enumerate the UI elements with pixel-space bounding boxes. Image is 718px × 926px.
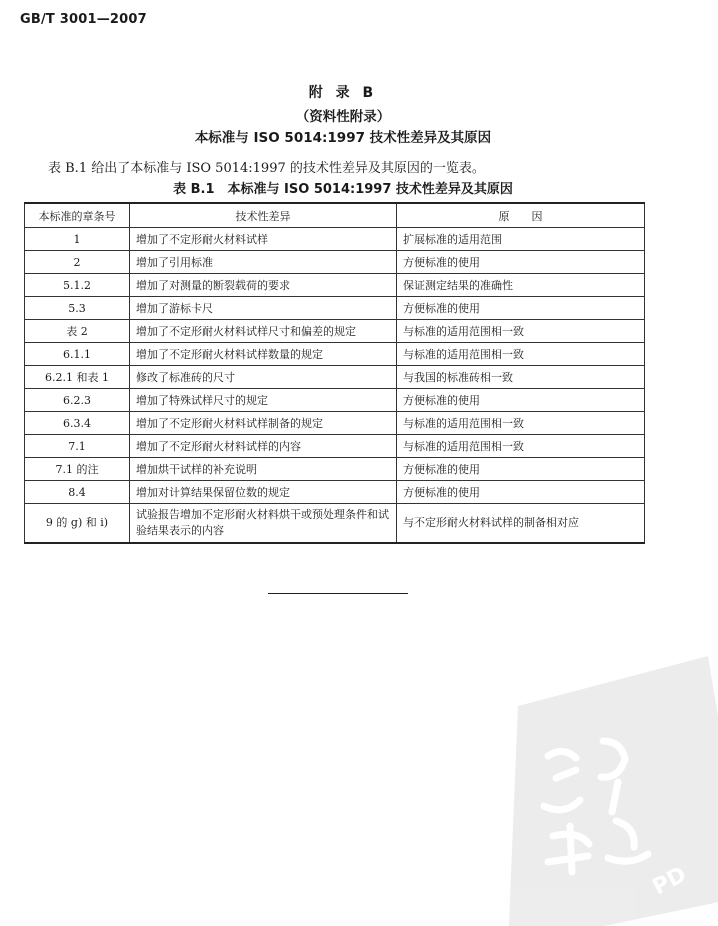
difference-cell: 增加了不定形耐火材料试样数量的规定 [130,343,397,366]
clause-cell: 5.1.2 [25,274,130,297]
reason-cell: 方便标准的使用 [397,297,645,320]
appendix-title: 附 录 B [308,85,378,101]
reason-cell: 与标准的适用范围相一致 [397,343,645,366]
table-row [25,343,645,366]
seal-stamp-icon [478,686,718,926]
difference-cell: 增加了不定形耐火材料试样尺寸和偏差的规定 [130,320,397,343]
reason-cell: 保证测定结果的准确性 [397,274,645,297]
reason-cell: 与我国的标准砖相一致 [397,366,645,389]
clause-cell: 表 2 [25,320,130,343]
end-of-document-rule [268,593,408,594]
watermark-text: PD [648,862,691,901]
table-row [25,435,645,458]
clause-cell: 8.4 [25,481,130,504]
table-row [25,274,645,297]
difference-cell: 试验报告增加不定形耐火材料烘干或预处理条件和试验结果表示的内容 [130,504,397,544]
reason-cell: 与不定形耐火材料试样的制备相对应 [397,504,645,544]
header-reason: 原 因 [397,203,645,228]
differences-table [24,202,645,544]
header-difference: 技术性差异 [130,203,397,228]
reason-cell: 方便标准的使用 [397,458,645,481]
clause-cell: 6.2.3 [25,389,130,412]
table-header-row [25,203,645,228]
appendix-heading: 本标准与 ISO 5014:1997 技术性差异及其原因 [194,130,492,146]
appendix-subtitle: （资料性附录） [295,109,391,125]
clause-cell: 1 [25,228,130,251]
clause-cell: 9 的 g) 和 i) [25,504,130,544]
difference-cell: 修改了标准砖的尺寸 [130,366,397,389]
difference-cell: 增加了特殊试样尺寸的规定 [130,389,397,412]
difference-cell: 增加了对测量的断裂载荷的要求 [130,274,397,297]
table-row [25,481,645,504]
clause-cell: 6.1.1 [25,343,130,366]
header-clause: 本标准的章条号 [25,203,130,228]
table-row [25,251,645,274]
intro-paragraph: 表 B.1 给出了本标准与 ISO 5014:1997 的技术性差异及其原因的一览表。 [48,161,485,176]
difference-cell: 增加了引用标准 [130,251,397,274]
difference-cell: 增加了不定形耐火材料试样的内容 [130,435,397,458]
clause-cell: 2 [25,251,130,274]
table-row [25,412,645,435]
clause-cell: 6.3.4 [25,412,130,435]
clause-cell: 5.3 [25,297,130,320]
clause-cell: 7.1 [25,435,130,458]
difference-cell: 增加了不定形耐火材料试样 [130,228,397,251]
document-code-header: GB/T 3001—2007 [20,12,147,27]
difference-cell: 增加烘干试样的补充说明 [130,458,397,481]
table-row [25,504,645,544]
difference-cell: 增加对计算结果保留位数的规定 [130,481,397,504]
clause-cell: 7.1 的注 [25,458,130,481]
table-row [25,458,645,481]
difference-cell: 增加了游标卡尺 [130,297,397,320]
reason-cell: 扩展标准的适用范围 [397,228,645,251]
reason-cell: 方便标准的使用 [397,251,645,274]
reason-cell: 与标准的适用范围相一致 [397,435,645,458]
table-row [25,366,645,389]
reason-cell: 与标准的适用范围相一致 [397,412,645,435]
table-row [25,228,645,251]
table-row [25,297,645,320]
reason-cell: 方便标准的使用 [397,389,645,412]
clause-cell: 6.2.1 和表 1 [25,366,130,389]
table-row [25,389,645,412]
reason-cell: 与标准的适用范围相一致 [397,320,645,343]
reason-cell: 方便标准的使用 [397,481,645,504]
table-row [25,320,645,343]
table-caption: 表 B.1 本标准与 ISO 5014:1997 技术性差异及其原因 [173,182,513,197]
difference-cell: 增加了不定形耐火材料试样制备的规定 [130,412,397,435]
